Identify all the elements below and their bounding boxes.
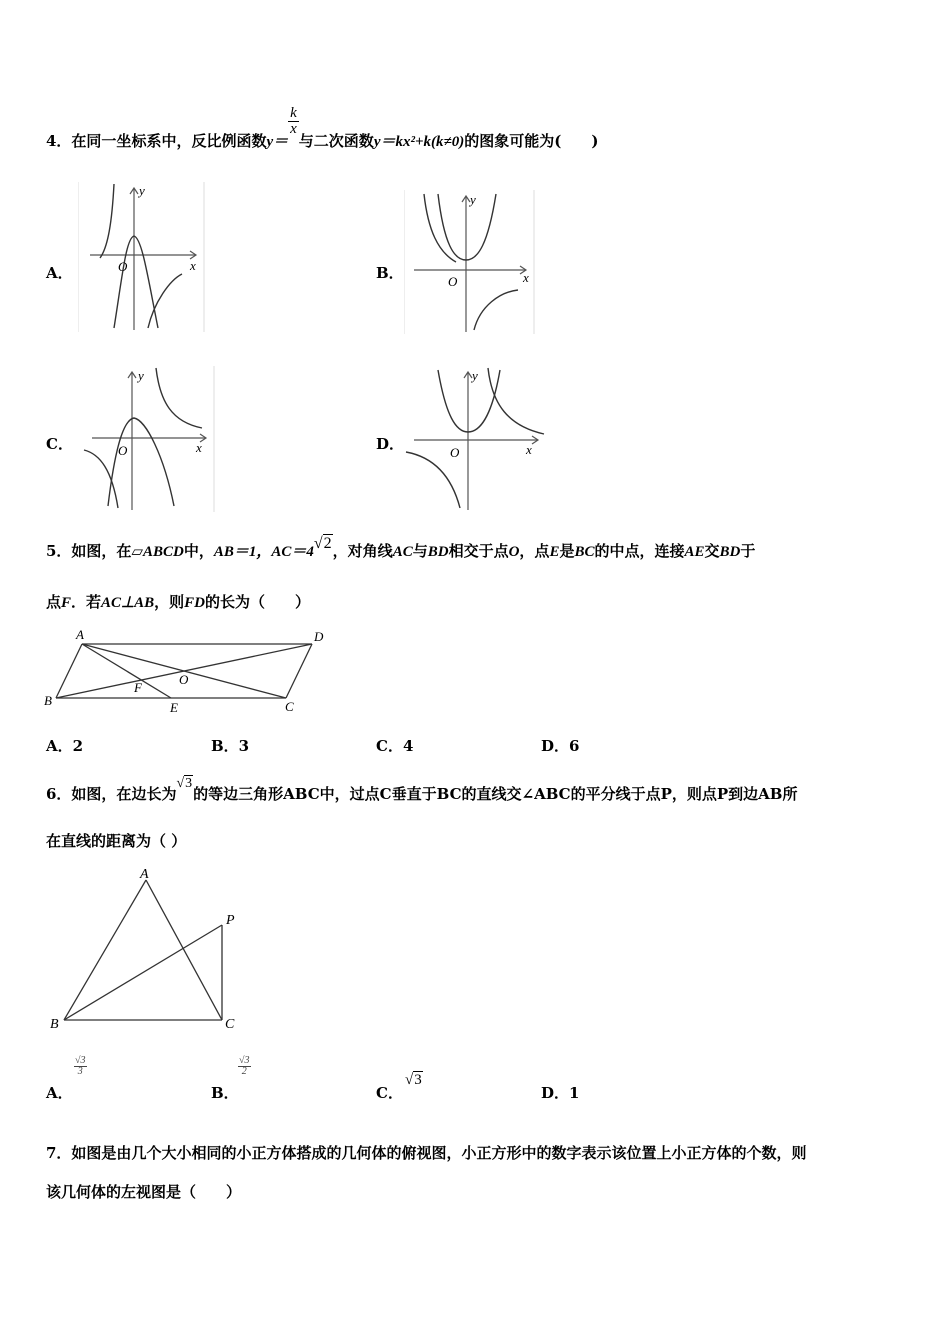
y-label: y [470,192,476,207]
frac-den: 3 [77,1066,83,1077]
parabola [108,418,174,506]
q5-option-d[interactable]: D．6 [541,737,580,755]
point-o-label: O [179,672,189,687]
q5-text: 交 [704,542,720,560]
side-ac [146,880,222,1020]
q5-sqrt: √2 [313,535,332,552]
q6-line-1 [46,776,798,804]
q6-option-c-label[interactable]: C． [376,1084,403,1102]
x-label: x [196,440,202,455]
q6-text: 6．如图，在边长为 [46,785,177,803]
q5-text: 5．如图，在▱ [46,542,143,560]
q4-frac-num: k [290,105,297,121]
q5-perp: AC⊥AB [101,595,155,611]
side-dc [286,644,312,698]
q4-graph-a[interactable] [78,182,206,332]
point-p-label: P [226,913,235,928]
q5-text: ，则 [154,593,185,611]
q4-stem [46,104,599,150]
q4-option-a-label[interactable]: A． [46,264,73,282]
q5-text: 于 [740,542,756,560]
q5-ab-eq: AB＝1，AC＝4 [213,544,314,560]
q5-bc: BC [574,544,595,560]
q4-fraction [288,106,299,137]
q6-sqrt-value: 3 [185,776,193,791]
point-d-label: D [314,629,324,644]
q5-f: F [61,595,72,611]
point-a-label: A [76,627,84,642]
segment-bp [64,925,222,1020]
q4-quad: y＝kx²+k(k≠0) [373,133,465,150]
q5-text: 与 [412,542,428,560]
hyperbola-branch [156,368,202,428]
q5-text: 中， [183,542,214,560]
origin-label: O [118,443,128,458]
hyperbola-branch [488,368,544,434]
frac-den: 2 [241,1066,247,1077]
q6-option-b-fraction [238,1056,251,1077]
q6-option-a-fraction [74,1056,87,1077]
x-label: x [190,258,196,273]
side-ab [64,880,146,1020]
y-label: y [139,183,145,198]
q7-line-2: 该几何体的左视图是（ ） [46,1183,242,1201]
y-label: y [138,368,144,383]
point-c-label: C [225,1017,235,1032]
q5-option-c[interactable]: C．4 [376,737,414,755]
q6-line-2: 在直线的距离为（ ） [46,832,187,850]
point-f-label: F [134,680,142,695]
q5-text: ．若 [71,593,102,611]
q4-middle: 与二次函数 [298,131,374,150]
x-label: x [526,442,532,457]
frac-num: √3 [239,1055,250,1066]
q4-suffix: 的图象可能为( ) [464,131,599,150]
q5-text: ，点 [519,542,550,560]
q4-graph-b[interactable] [404,190,536,334]
point-a-label: A [140,867,149,882]
y-label: y [472,368,478,383]
sqrt-value: 3 [414,1072,422,1088]
q4-frac-den: x [290,121,297,137]
side-ab [56,644,82,698]
hyperbola-branch [474,290,518,330]
q5-abcd: ABCD [142,544,184,560]
q5-line-1 [46,535,756,561]
point-c-label: C [285,699,294,714]
hyperbola-branch [100,184,114,258]
hyperbola-branch [406,452,460,508]
origin-label: O [118,259,128,274]
q4-option-b-label[interactable]: B． [376,264,404,282]
q5-option-a[interactable]: A．2 [46,737,84,755]
q4-prefix: 4．在同一坐标系中，反比例函数 [46,131,267,150]
q5-line-2 [46,591,310,612]
point-e-label: E [170,700,178,715]
origin-label: O [448,274,458,289]
q4-y-eq: y＝ [266,133,289,150]
q6-triangle-figure [46,862,246,1034]
hyperbola-branch [84,450,118,508]
q5-ac: AC [392,544,413,560]
q5-bd: BD [719,544,741,560]
q5-sqrt-value: 2 [323,535,332,552]
q4-option-c-label[interactable]: C． [46,435,73,453]
q4-option-d-label[interactable]: D． [376,435,405,453]
q5-option-b[interactable]: B．3 [211,737,250,755]
q5-text: 的中点，连接 [594,542,685,560]
q6-sqrt: √3 [176,776,193,791]
q5-e: E [549,544,560,560]
q5-text: 相交于点 [448,542,509,560]
q5-text: 是 [559,542,575,560]
point-b-label: B [50,1017,59,1032]
parabola [114,236,158,328]
q5-text: 点 [46,593,62,611]
q7-line-1: 7．如图是由几个大小相同的小正方体搭成的几何体的俯视图，小正方形中的数字表示该位置上小正方体的个数，则 [46,1144,807,1162]
q6-option-b-label[interactable]: B． [211,1084,239,1102]
point-b-label: B [44,693,52,708]
q6-option-c-sqrt: √3 [405,1072,422,1088]
q6-option-d[interactable]: D．1 [541,1084,580,1102]
q4-graph-c[interactable] [82,366,216,512]
q5-o: O [508,544,520,560]
origin-label: O [450,445,460,460]
q5-fd: FD [184,595,205,611]
parabola [438,370,500,432]
q5-text: 的长为（ ） [205,593,311,611]
x-label: x [523,270,529,285]
q5-ae: AE [684,544,705,560]
q5-parallelogram-figure [40,624,340,716]
q6-text: 的等边三角形ABC中，过点C垂直于BC的直线交∠ABC的平分线于点P，则点P到边AB所 [193,785,798,803]
q5-text: ，对角线 [332,542,393,560]
q5-bd: BD [427,544,449,560]
q6-option-a-label[interactable]: A． [46,1084,73,1102]
parabola [438,194,496,260]
q4-graph-d[interactable] [404,366,550,512]
frac-num: √3 [75,1055,86,1066]
